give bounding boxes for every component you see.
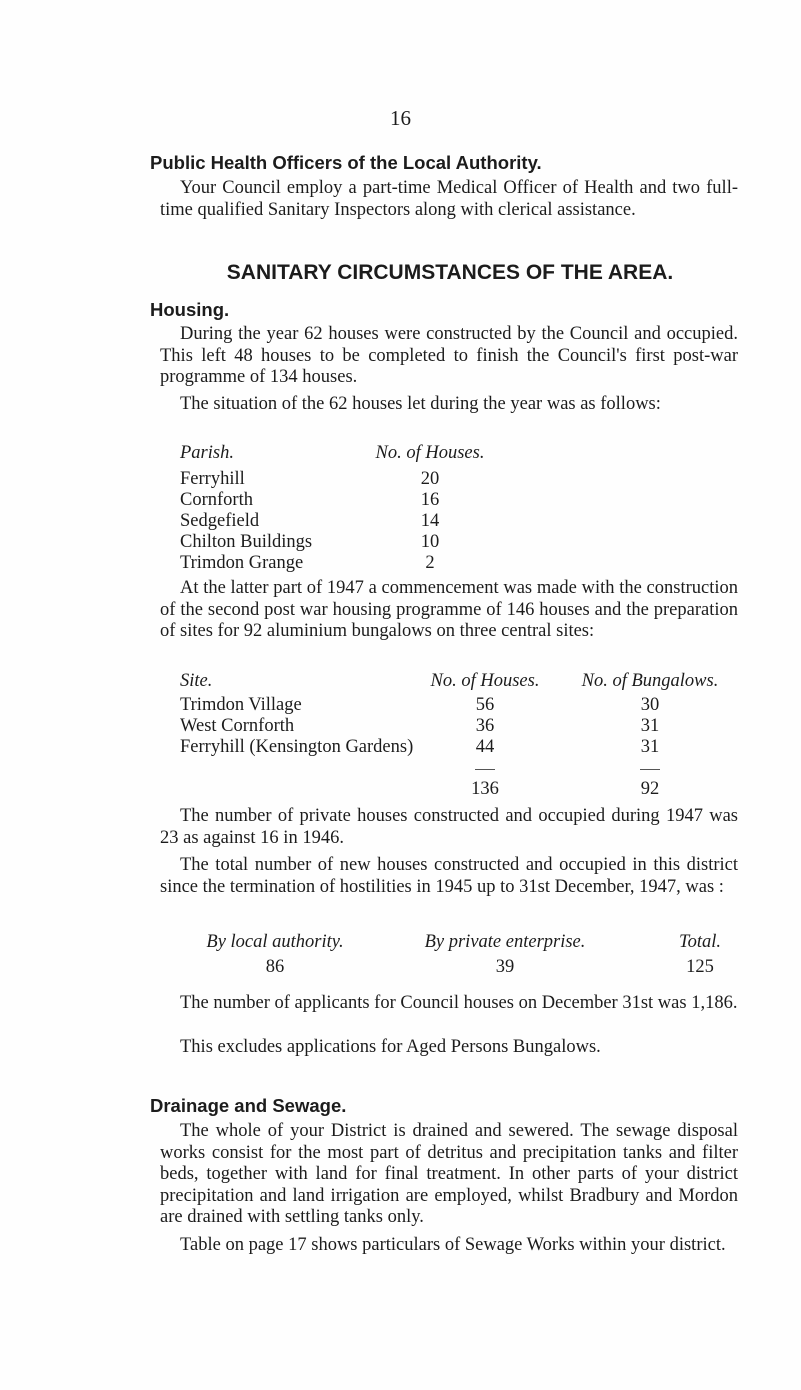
table1-header-parish: Parish.: [180, 443, 234, 463]
section-heading-drainage: Drainage and Sewage.: [150, 1095, 347, 1116]
section-heading-public-health-officers: Public Health Officers of the Local Authority.: [150, 152, 542, 173]
table3-value-total: 125: [686, 957, 714, 977]
table1-row-houses: 16: [420, 490, 440, 510]
main-heading-sanitary-circumstances: SANITARY CIRCUMSTANCES OF THE AREA.: [226, 261, 674, 284]
paragraph-housing-5: The total number of new houses constructed and occupied in this district since the termination of hostilities in 1945 up to 31st December, 1947, was :: [160, 855, 738, 897]
table3-header-total: Total.: [679, 932, 721, 952]
table2-row-houses: 56: [475, 695, 495, 715]
section-heading-housing: Housing.: [150, 299, 230, 320]
table3-header-local: By local authority.: [206, 932, 344, 952]
table2-total-houses: 136: [471, 779, 499, 799]
table2-header-bungalows: No. of Bungalows.: [581, 671, 719, 691]
table3-value-local: 86: [265, 957, 285, 977]
page-number: 16: [390, 106, 411, 130]
paragraph-officers: Your Council employ a part-time Medical Officer of Health and two full-time qualified Sanitary Inspectors along with clerical assistance.: [160, 178, 738, 220]
table1-row-parish: Cornforth: [180, 490, 253, 510]
table1-header-houses: No. of Houses.: [375, 443, 485, 463]
table3-value-private: 39: [495, 957, 515, 977]
table2-total-rule-houses: [475, 769, 495, 770]
paragraph-drainage-2: Table on page 17 shows particulars of Sewage Works within your district.: [180, 1235, 726, 1255]
table2-row-houses: 44: [475, 737, 495, 757]
table2-row-bungalows: 31: [640, 716, 660, 736]
table1-row-parish: Chilton Buildings: [180, 532, 313, 552]
table2-total-bungalows: 92: [640, 779, 660, 799]
table1-row-parish: Sedgefield: [180, 511, 260, 531]
table2-total-rule-bungalows: [640, 769, 660, 770]
table1-row-houses: 14: [420, 511, 440, 531]
table2-row-site: West Cornforth: [180, 716, 295, 736]
table2-row-houses: 36: [475, 716, 495, 736]
table1-row-houses: 20: [420, 469, 440, 489]
paragraph-housing-1: During the year 62 houses were constructed by the Council and occupied. This left 48 houses to be completed to finish the Council's first post-war programme of 134 houses.: [160, 324, 738, 387]
paragraph-drainage-1: The whole of your District is drained and sewered. The sewage disposal works consist for the most part of detritus and precipitation tanks and filter beds, together with land for final treatment. In other parts of your district precipitation and land irrigation are employed, whilst Bradbury and Mordon are drained with settling tanks only.: [160, 1121, 738, 1227]
table1-row-parish: Trimdon Grange: [180, 553, 304, 573]
table1-row-parish: Ferryhill: [180, 469, 245, 489]
table3-header-private: By private enterprise.: [424, 932, 586, 952]
table2-header-site: Site.: [180, 671, 213, 691]
table1-row-houses: 10: [420, 532, 440, 552]
paragraph-housing-7: This excludes applications for Aged Persons Bungalows.: [180, 1037, 601, 1057]
table2-row-site: Trimdon Village: [180, 695, 302, 715]
paragraph-housing-4: The number of private houses constructed and occupied during 1947 was 23 as against 16 in 1946.: [160, 806, 738, 848]
paragraph-housing-6: The number of applicants for Council houses on December 31st was 1,186.: [180, 993, 738, 1013]
paragraph-housing-3: At the latter part of 1947 a commencement was made with the construction of the second post war housing programme of 146 houses and the preparation of sites for 92 aluminium bungalows on three central sites:: [160, 578, 738, 641]
table1-row-houses: 2: [425, 553, 435, 573]
table2-row-site: Ferryhill (Kensington Gardens): [180, 737, 414, 757]
paragraph-housing-2: The situation of the 62 houses let during the year was as follows:: [180, 394, 661, 414]
table2-header-houses: No. of Houses.: [430, 671, 540, 691]
table2-row-bungalows: 31: [640, 737, 660, 757]
table2-row-bungalows: 30: [640, 695, 660, 715]
